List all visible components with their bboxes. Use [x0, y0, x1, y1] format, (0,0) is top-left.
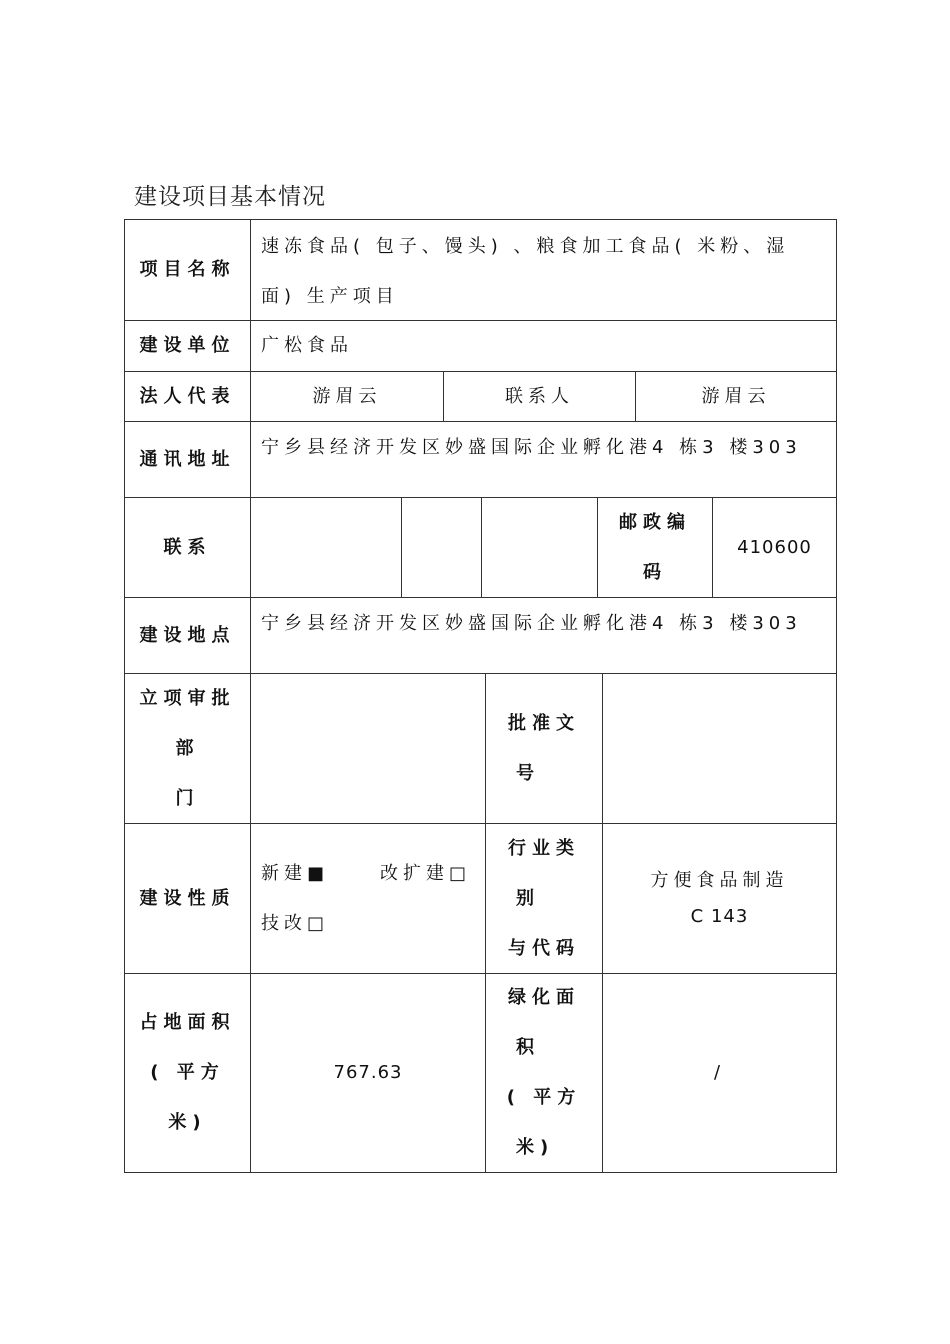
land-area-label-line2: ( 平方	[150, 1062, 225, 1083]
contact-label: 联系	[124, 497, 251, 598]
industry-label-line3: 与代码	[508, 937, 580, 959]
green-area-label	[485, 973, 603, 1173]
nature-option-new: 新建■	[261, 862, 330, 884]
mailing-address-value: 宁乡县经济开发区妙盛国际企业孵化港4 栋3 楼303	[250, 421, 837, 498]
nature-option-expand: 改扩建□	[379, 862, 471, 884]
industry-label-line1: 行业类	[508, 837, 580, 859]
approval-doc-label-line2: 号	[516, 762, 540, 784]
contact-person-value: 游眉云	[635, 371, 837, 422]
industry-label-line2: 别	[516, 887, 540, 909]
approval-doc-label-line1: 批准文	[508, 712, 580, 734]
approval-dept-label-line1: 立项审批	[139, 687, 236, 709]
approval-dept-label-line2: 部	[175, 737, 200, 759]
nature-label: 建设性质	[124, 823, 251, 974]
green-area-value: /	[602, 973, 837, 1173]
approval-doc-value	[602, 673, 837, 824]
postcode-value: 410600	[712, 497, 837, 598]
site-label: 建设地点	[124, 597, 251, 674]
approval-dept-label	[124, 673, 251, 824]
postcode-label: 邮政编码	[619, 511, 691, 583]
phone-empty-cell-1	[250, 497, 402, 598]
approval-dept-label-line3: 门	[175, 787, 200, 809]
section-title: 建设项目基本情况	[134, 184, 326, 210]
land-area-label	[124, 973, 251, 1173]
industry-value-code: C 143	[690, 905, 749, 927]
land-area-label-line1: 占地面积	[139, 1012, 236, 1033]
legal-rep-value: 游眉云	[250, 371, 444, 422]
project-name-value: 速冻食品( 包子、馒头) 、粮食加工食品( 米粉、湿面) 生产项目	[250, 219, 837, 321]
project-name-label: 项目名称	[124, 219, 251, 321]
site-value: 宁乡县经济开发区妙盛国际企业孵化港4 栋3 楼303	[250, 597, 837, 674]
industry-value	[602, 823, 837, 974]
green-area-label-line3: ( 平方	[506, 1087, 582, 1108]
phone-empty-cell-3	[481, 497, 598, 598]
industry-label	[485, 823, 603, 974]
approval-dept-value	[250, 673, 486, 824]
green-area-label-line1: 绿化面	[508, 987, 580, 1008]
land-area-label-line3: 米)	[168, 1112, 207, 1133]
legal-rep-label: 法人代表	[124, 371, 251, 422]
nature-options	[250, 823, 486, 974]
phone-empty-cell-2	[401, 497, 482, 598]
postcode-label	[597, 497, 713, 598]
green-area-label-line2: 积	[516, 1037, 540, 1058]
builder-value: 广松食品	[250, 320, 837, 372]
contact-person-label: 联系人	[443, 371, 636, 422]
industry-value-name: 方便食品制造	[650, 869, 789, 891]
nature-option-tech: 技改□	[261, 912, 330, 934]
mailing-address-label: 通讯地址	[124, 421, 251, 498]
green-area-label-line4: 米)	[516, 1137, 555, 1158]
builder-label: 建设单位	[124, 320, 251, 372]
approval-doc-label	[485, 673, 603, 824]
land-area-value: 767.63	[250, 973, 486, 1173]
